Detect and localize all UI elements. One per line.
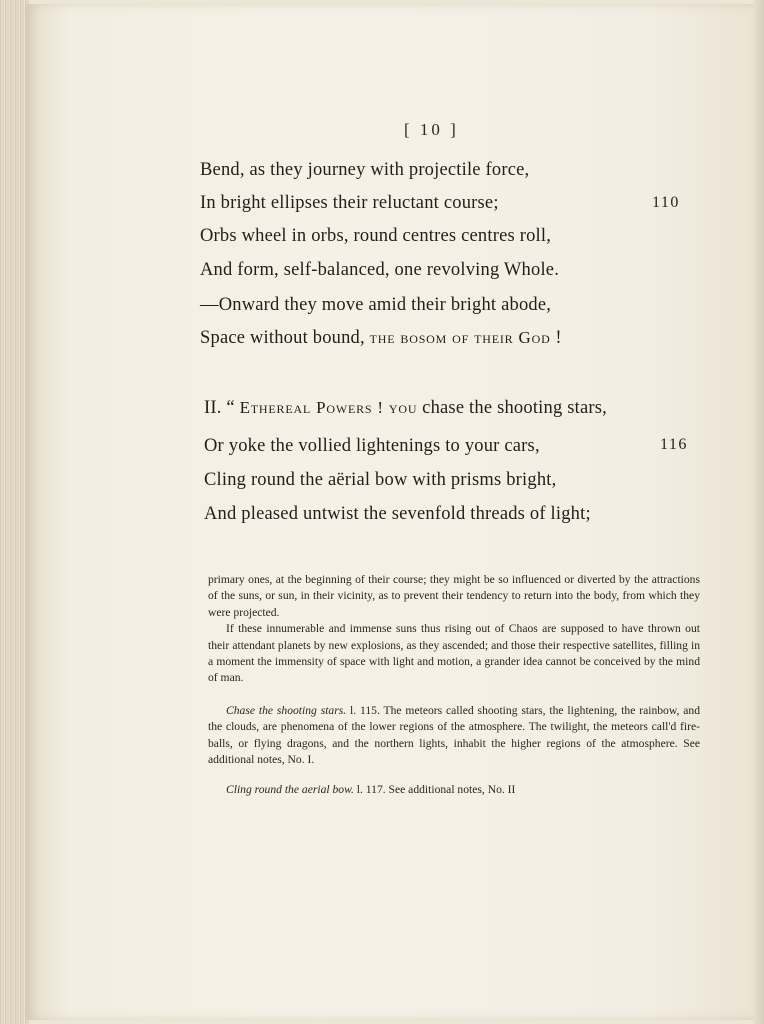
note-3-lemma: Chase the shooting stars.	[226, 703, 347, 717]
note-4-text: l. 117. See additional notes, No. II	[353, 783, 516, 797]
page-number: [ 10 ]	[404, 120, 459, 139]
note-paragraph-4	[208, 782, 700, 798]
stanza-two-smallcaps: Ethereal Powers ! you	[239, 398, 418, 417]
note-4-lemma: Cling round the aerial bow.	[226, 783, 354, 797]
line-number-110: 110	[652, 194, 680, 211]
verse-line-3: Orbs wheel in orbs, round centres centres roll,	[200, 226, 552, 246]
verse-line-6-start: Space without bound,	[200, 328, 370, 348]
note-paragraph-1: primary ones, at the beginning of their course; they might be so influenced or diverted by the attractions of the suns, or sun, in their vicinity, as to prevent their tendency to return into the body, from which they were projected.	[208, 573, 700, 619]
verse-line-6-smallcaps: the bosom of their God	[369, 328, 551, 347]
stanza-two-line-2: Or yoke the vollied lightenings to your cars,	[204, 436, 540, 456]
verse-line-5: —Onward they move amid their bright abode,	[200, 295, 552, 315]
note-paragraph-3	[208, 703, 700, 769]
verse-line-4: And form, self-balanced, one revolving Whole.	[200, 260, 560, 280]
line-number-116: 116	[660, 436, 688, 453]
verse-line-6-end: !	[550, 328, 562, 348]
note-3-text: l. 115. The meteors called shooting stars, the lightening, the rainbow, and the clouds, are phenomena of the lower regions of the atmosphere. The twilight, the meteors call'd fire-balls, or flying dragons, and the northern lights, inhabit the higher regions of the atmosphere. See additional notes, No. I.	[208, 703, 700, 767]
stanza-two-line-1	[204, 398, 607, 419]
stanza-two-opening: II. “	[204, 398, 240, 418]
stanza-two-line-4: And pleased untwist the sevenfold threads of light;	[204, 504, 591, 524]
footnotes	[208, 572, 700, 799]
note-paragraph-2: If these innumerable and immense suns thus rising out of Chaos are supposed to have thrown out their attendant planets by new explosions, as they ascended; and those their respective satellites, filling in a moment the immensity of space with light and motion, a grander idea cannot be conceived by the mind of man.	[208, 622, 700, 685]
verse-line-2: In bright ellipses their reluctant course;	[200, 193, 499, 213]
verse-line-6	[200, 328, 562, 349]
page-right-edge	[754, 0, 764, 1024]
stanza-two-line-1-end: chase the shooting stars,	[417, 398, 607, 418]
verse-line-1: Bend, as they journey with projectile force,	[200, 160, 530, 180]
stanza-two-line-3: Cling round the aërial bow with prisms bright,	[204, 470, 557, 490]
